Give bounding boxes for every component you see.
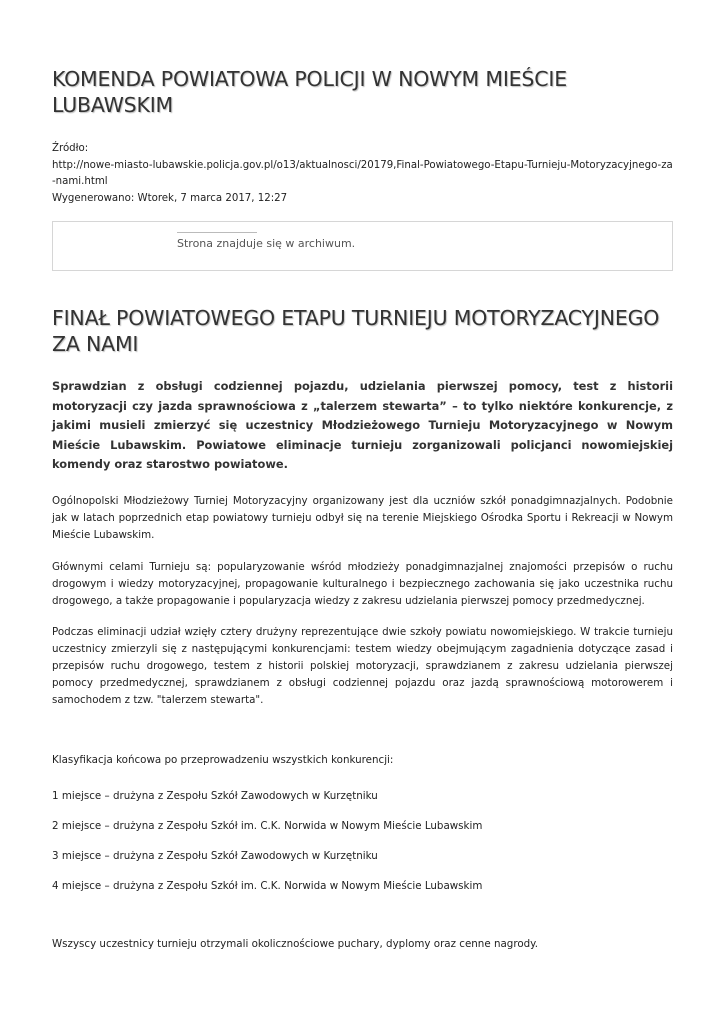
site-title: KOMENDA POWIATOWA POLICJI W NOWYM MIEŚCIE LUBAWSKIM [52,67,567,117]
results-heading: Klasyfikacja końcowa po przeprowadzeniu wszystkich konkurencji: [52,754,394,766]
article-paragraph: Ogólnopolski Młodzieżowy Turniej Motoryzacyjny organizowany jest dla uczniów szkół ponadgimnazjalnych. Podobnie jak w latach poprzednich etap powiatowy turnieju odbył się na terenie Miejskiego Ośrodka Sportu i Rekreacji w Nowym Mieście Lubawskim. [52,495,673,541]
article-paragraph: Podczas eliminacji udział wzięły cztery drużyny reprezentujące dwie szkoły powiatu nowomiejskiego. W trakcie turnieju uczestnicy zmierzyli się z następującymi konkurencjami: testem wiedzy obejmującym zagadnienia dotyczące zasad i przepisów ruchu drogowego, testem z historii polskiej motoryzacji, sprawdzianem z zakresu udzielania pierwszej pomocy przedmedycznej, sprawdzianem z obsługi codziennej pojazdu oraz jazdą sprawnościową motorowerem i samochodem z tzw. "talerzem stewarta". [52,626,673,706]
result-item: 2 miejsce – drużyna z Zespołu Szkół im. C.K. Norwida w Nowym Mieście Lubawskim [52,820,483,832]
result-item: 4 miejsce – drużyna z Zespołu Szkół im. C.K. Norwida w Nowym Mieście Lubawskim [52,880,483,892]
source-url: http://nowe-miasto-lubawskie.policja.gov.pl/o13/aktualnosci/20179,Final-Powiatowego-Etapu-Turnieju-Motoryzacyjnego-za-nami.html [52,159,673,187]
article-paragraph: Głównymi celami Turnieju są: popularyzowanie wśród młodzieży ponadgimnazjalnej znajomości przepisów o ruchu drogowym i wiedzy motoryzacyjnej, propagowanie kulturalnego i bezpiecznego zachowania się jako uczestnika ruchu drogowego, a także propagowanie i popularyzacja wiedzy z zakresu udzielania pierwszej pomocy przedmedycznej. [52,561,673,607]
generated-timestamp: Wygenerowano: Wtorek, 7 marca 2017, 12:27 [52,192,288,204]
result-item: 1 miejsce – drużyna z Zespołu Szkół Zawodowych w Kurzętniku [52,790,378,802]
archive-divider [177,232,257,233]
source-meta [52,141,673,207]
closing-paragraph: Wszyscy uczestnicy turnieju otrzymali okolicznościowe puchary, dyplomy oraz cenne nagrody. [52,938,539,950]
source-label: Źródło: [52,143,89,154]
archive-notice-box [52,221,673,271]
article-title: FINAŁ POWIATOWEGO ETAPU TURNIEJU MOTORYZACYJNEGO ZA NAMI [52,306,660,356]
article-lead: Sprawdzian z obsługi codziennej pojazdu, udzielania pierwszej pomocy, test z historii motoryzacji czy jazda sprawnościowa z „talerzem stewarta” – to tylko niektóre konkurencje, z jakimi musieli zmierzyć się uczestnicy Młodzieżowego Turnieju Motoryzacyjnego w Nowym Mieście Lubawskim. Powiatowe eliminacje turnieju zorganizowali policjanci nowomiejskiej komendy oraz starostwo powiatowe. [52,379,673,471]
result-item: 3 miejsce – drużyna z Zespołu Szkół Zawodowych w Kurzętniku [52,850,378,862]
archive-notice: Strona znajduje się w archiwum. [177,237,356,250]
